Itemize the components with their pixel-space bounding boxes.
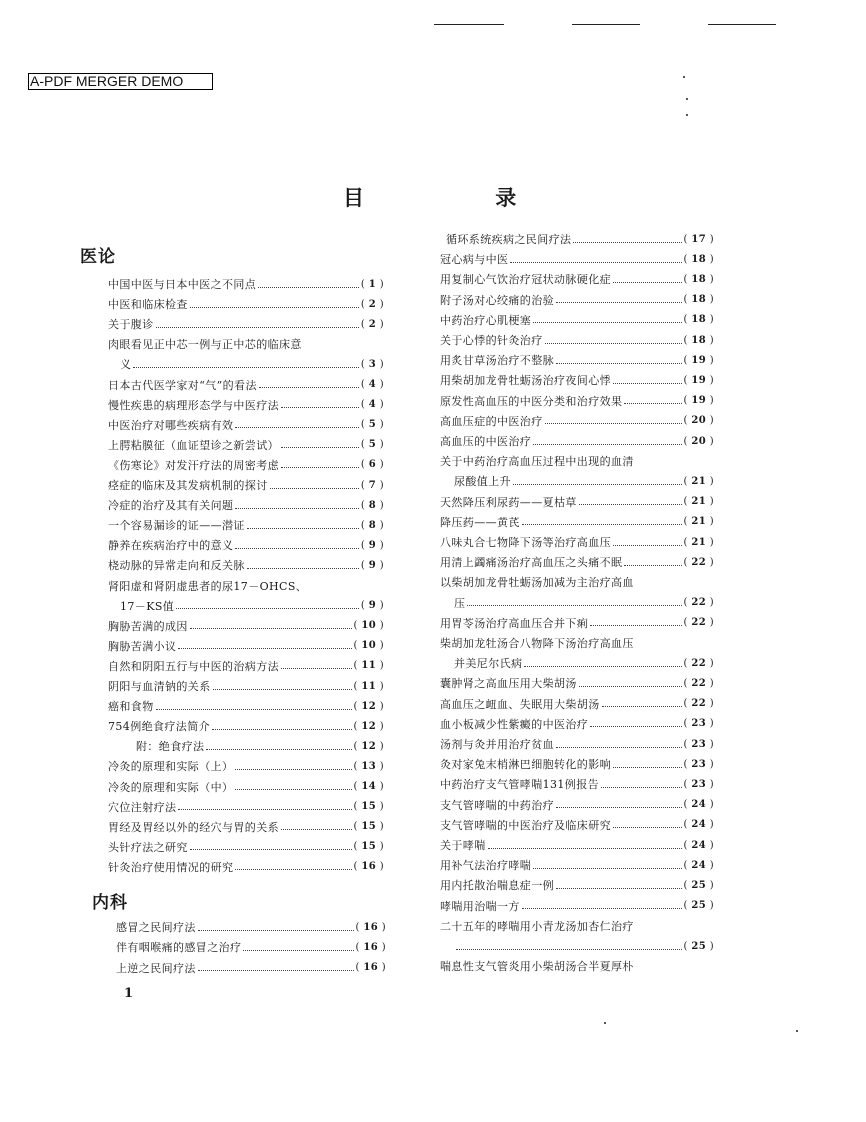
toc-entry xyxy=(108,636,384,656)
toc-leader-dots xyxy=(556,888,682,889)
toc-entry-page: ( 9 ) xyxy=(361,540,384,551)
toc-entry xyxy=(440,290,714,310)
scan-speck xyxy=(686,114,688,116)
toc-entry-page: ( 23 ) xyxy=(684,759,715,770)
toc-entry-page: ( 20 ) xyxy=(684,436,715,447)
toc-leader-dots xyxy=(533,444,681,445)
toc-leader-dots xyxy=(545,343,682,344)
toc-entry-title: 天然降压利尿药——夏枯草 xyxy=(440,495,577,509)
toc-leader-dots xyxy=(281,668,352,669)
toc-entry xyxy=(440,815,714,835)
toc-entry-page: ( 16 ) xyxy=(356,942,387,953)
toc-entry-page: ( 3 ) xyxy=(361,359,384,370)
toc-entry xyxy=(136,736,384,756)
toc-entry xyxy=(440,734,714,754)
toc-entry-page: ( 10 ) xyxy=(354,640,385,651)
toc-entry-title: 冷灸的原理和实际（上） xyxy=(108,760,234,774)
toc-entry xyxy=(108,435,384,455)
toc-entry-title: 阴阳与血清钠的关系 xyxy=(108,680,211,693)
toc-entry xyxy=(440,330,714,350)
toc-entry-title: 中国中医与日本中医之不同点 xyxy=(108,278,257,291)
toc-leader-dots xyxy=(206,749,351,750)
toc-entry-page: ( 13 ) xyxy=(354,761,385,772)
toc-leader-dots xyxy=(590,625,681,626)
toc-entry-title: 中医和临床检查 xyxy=(108,298,188,312)
toc-entry-title: 用内托散治喘息症一例 xyxy=(440,879,554,893)
toc-entry-page: ( 12 ) xyxy=(354,721,385,732)
toc-leader-dots xyxy=(235,869,351,870)
toc-entry-page: ( 24 ) xyxy=(684,860,715,871)
toc-entry-page: ( 8 ) xyxy=(361,500,384,511)
toc-entry-title: 用柴胡加龙骨牡蛎汤治疗夜间心悸 xyxy=(440,374,611,388)
toc-entry xyxy=(108,535,384,555)
toc-entry-page: ( 2 ) xyxy=(361,299,384,310)
toc-entry-title: 冠心病与中医 xyxy=(440,253,509,267)
toc-entry xyxy=(440,754,714,774)
toc-entry-page: ( 22 ) xyxy=(684,597,715,608)
toc-entry-page: ( 16 ) xyxy=(354,861,385,872)
toc-entry xyxy=(108,576,384,596)
toc-entry xyxy=(108,676,384,696)
toc-leader-dots xyxy=(235,548,358,549)
toc-entry xyxy=(440,673,714,693)
toc-entry-page: ( 11 ) xyxy=(354,660,385,671)
toc-entry-title: 高血压之衄血、失眠用大柴胡汤 xyxy=(440,697,600,711)
toc-leader-dots xyxy=(613,282,682,283)
toc-leader-dots xyxy=(533,868,681,869)
toc-entry-title: 降压药——黄芪 xyxy=(440,515,520,529)
toc-entry-page: ( 2 ) xyxy=(361,319,384,330)
page-title: 目 录 xyxy=(343,185,579,210)
toc-leader-dots xyxy=(590,726,681,727)
toc-entry xyxy=(108,857,384,877)
toc-entry xyxy=(108,555,384,575)
toc-entry-title: 中药治疗心肌梗塞 xyxy=(440,313,532,327)
toc-entry xyxy=(108,777,384,797)
toc-entry-page: ( 7 ) xyxy=(361,480,384,491)
top-rule-2 xyxy=(572,24,640,25)
toc-leader-dots xyxy=(235,769,351,770)
toc-entry-title: 用炙甘草汤治疗不整脉 xyxy=(440,354,554,368)
toc-entry-title: 17－KS值 xyxy=(120,599,175,613)
toc-leader-dots xyxy=(601,787,682,788)
toc-leader-dots xyxy=(613,827,682,828)
toc-leader-dots xyxy=(556,363,682,364)
toc-entry-title: 冷灸的原理和实际（中） xyxy=(108,780,234,794)
toc-entry xyxy=(440,714,714,734)
toc-entry-page: ( 22 ) xyxy=(684,698,715,709)
toc-leader-dots xyxy=(488,848,682,849)
toc-entry-title: 高血压的中医治疗 xyxy=(440,435,532,448)
toc-entry-page: ( 9 ) xyxy=(361,600,384,611)
page-number: 1 xyxy=(124,986,134,1001)
toc-entry-title: 一个容易漏诊的证——潜证 xyxy=(108,519,245,533)
toc-leader-dots xyxy=(281,829,352,830)
toc-entry xyxy=(108,797,384,817)
toc-entry xyxy=(440,774,714,794)
toc-entry-page: ( 22 ) xyxy=(684,617,715,628)
toc-entry xyxy=(440,694,714,714)
toc-leader-dots xyxy=(212,729,352,730)
toc-entry xyxy=(108,475,384,495)
toc-entry xyxy=(440,795,714,815)
scan-speck xyxy=(683,76,685,78)
toc-entry-page: ( 19 ) xyxy=(684,355,715,366)
toc-entry-title: 关于中药治疗高血压过程中出现的血清 xyxy=(440,455,634,469)
scan-speck xyxy=(686,98,688,100)
toc-entry-page: ( 21 ) xyxy=(684,537,715,548)
toc-entry-page: ( 22 ) xyxy=(684,678,715,689)
toc-entry xyxy=(108,294,384,314)
toc-entry-title: 尿酸值上升 xyxy=(454,475,511,489)
toc-leader-dots xyxy=(235,427,358,428)
toc-entry xyxy=(440,956,714,976)
toc-entry-page: ( 24 ) xyxy=(684,840,715,851)
toc-entry-title: 灸对家兔末梢淋巴细胞转化的影响 xyxy=(440,758,611,772)
toc-entry-page: ( 15 ) xyxy=(354,801,385,812)
toc-entry xyxy=(440,532,714,552)
toc-leader-dots xyxy=(235,789,351,790)
toc-entry xyxy=(108,616,384,636)
toc-leader-dots xyxy=(510,262,681,263)
toc-entry-title: 感冒之民间疗法 xyxy=(116,921,196,934)
toc-entry xyxy=(440,896,714,916)
toc-entry-page: ( 18 ) xyxy=(684,294,715,305)
toc-entry-title: 二十五年的哮喘用小青龙汤加杏仁治疗 xyxy=(440,919,634,933)
toc-entry-page: ( 25 ) xyxy=(684,880,715,891)
toc-entry-page: ( 5 ) xyxy=(361,439,384,450)
toc-leader-dots xyxy=(467,605,681,606)
toc-leader-dots xyxy=(602,706,682,707)
toc-entry xyxy=(108,817,384,837)
toc-entry-page: ( 4 ) xyxy=(361,379,384,390)
toc-entry-title: 上逆之民间疗法 xyxy=(116,961,196,975)
scan-speck xyxy=(604,1022,606,1024)
top-rule-1 xyxy=(434,24,504,25)
toc-leader-dots xyxy=(258,287,359,288)
toc-entry-title: 义 xyxy=(120,358,132,372)
toc-entry-title: 静养在疾病治疗中的意义 xyxy=(108,539,234,553)
toc-entry xyxy=(108,495,384,515)
toc-entry-page: ( 18 ) xyxy=(684,314,715,325)
toc-entry xyxy=(440,552,714,572)
toc-leader-dots xyxy=(247,568,359,569)
toc-leader-dots xyxy=(281,467,359,468)
toc-leader-dots xyxy=(513,484,682,485)
toc-leader-dots xyxy=(533,322,681,323)
toc-entry-page: ( 21 ) xyxy=(684,496,715,507)
toc-entry-title: 胸胁苦满的成因 xyxy=(108,619,188,633)
toc-entry xyxy=(116,958,386,978)
toc-entry-title: 并美尼尔氏病 xyxy=(454,657,523,671)
toc-entry xyxy=(440,633,714,653)
toc-leader-dots xyxy=(176,608,359,609)
toc-entry-page: ( 20 ) xyxy=(684,415,715,426)
toc-entry xyxy=(440,269,714,289)
toc-entry xyxy=(440,572,714,592)
toc-entry-title: 伴有咽喉痛的感冒之治疗 xyxy=(116,941,242,955)
toc-entry-title: 穴位注射疗法 xyxy=(108,800,177,814)
toc-leader-dots xyxy=(281,407,359,408)
toc-leader-dots xyxy=(281,447,359,448)
toc-entry-title: 肉眼看见正中芯一例与正中芯的临床意 xyxy=(108,338,302,352)
toc-leader-dots xyxy=(190,307,359,308)
toc-entry-title: 压 xyxy=(454,596,466,610)
toc-entry-title: 喘息性支气管炎用小柴胡汤合半夏厚朴 xyxy=(440,960,634,974)
toc-entry-title: 八味丸合七物降下汤等治疗高血压 xyxy=(440,536,611,549)
toc-entry-title: 中药治疗支气管哮喘131例报告 xyxy=(440,778,599,792)
toc-entry xyxy=(120,354,384,374)
toc-entry-page: ( 24 ) xyxy=(684,799,715,810)
toc-entry-title: 附：绝食疗法 xyxy=(136,740,205,754)
toc-entry xyxy=(440,310,714,330)
toc-leader-dots xyxy=(235,508,358,509)
toc-leader-dots xyxy=(178,648,351,649)
toc-entry-page: ( 19 ) xyxy=(684,395,715,406)
toc-entry-title: 用补气法治疗哮喘 xyxy=(440,859,532,873)
toc-entry-title: 囊肿肾之高血压用大柴胡汤 xyxy=(440,677,577,691)
toc-entry-title: 日本古代医学家对“气”的看法 xyxy=(108,378,257,392)
toc-leader-dots xyxy=(259,387,359,388)
toc-leader-dots xyxy=(545,423,682,424)
toc-entry xyxy=(446,229,714,249)
toc-leader-dots xyxy=(190,849,352,850)
toc-entry-title: 慢性疾患的病理形态学与中医疗法 xyxy=(108,398,279,412)
toc-entry-title: 用复制心气饮治疗冠状动脉硬化症 xyxy=(440,273,611,287)
toc-entry xyxy=(440,350,714,370)
toc-entry-page: ( 12 ) xyxy=(354,701,385,712)
toc-leader-dots xyxy=(613,767,682,768)
toc-entry-title: 自然和阴阳五行与中医的治病方法 xyxy=(108,659,279,673)
toc-entry-title: 用胃苓汤治疗高血压合并下痢 xyxy=(440,616,589,630)
toc-entry xyxy=(440,370,714,390)
toc-entry-title: 柴胡加龙牡汤合八物降下汤治疗高血压 xyxy=(440,637,634,650)
toc-entry-title: 痉症的临床及其发病机制的探讨 xyxy=(108,479,268,492)
toc-entry xyxy=(108,756,384,776)
toc-entry xyxy=(108,837,384,857)
toc-entry xyxy=(454,593,714,613)
toc-leader-dots xyxy=(613,545,682,546)
toc-entry-title: 桡动脉的异常走向和反关脉 xyxy=(108,559,245,573)
toc-entry xyxy=(454,936,714,956)
toc-entry-page: ( 8 ) xyxy=(361,520,384,531)
toc-leader-dots xyxy=(198,930,354,931)
toc-entry-page: ( 9 ) xyxy=(361,560,384,571)
toc-entry xyxy=(108,656,384,676)
toc-entry xyxy=(108,515,384,535)
toc-entry xyxy=(440,875,714,895)
toc-leader-dots xyxy=(556,807,682,808)
toc-entry-title: 支气管哮喘的中医治疗及临床研究 xyxy=(440,818,611,832)
scan-speck xyxy=(796,1030,798,1032)
toc-entry xyxy=(108,314,384,334)
toc-leader-dots xyxy=(198,970,354,971)
toc-entry xyxy=(440,855,714,875)
toc-entry-page: ( 22 ) xyxy=(684,658,715,669)
toc-entry xyxy=(108,415,384,435)
toc-entry-title: 支气管哮喘的中药治疗 xyxy=(440,798,554,812)
top-rule-3 xyxy=(708,24,776,25)
section-title-neike: 内科 xyxy=(92,893,128,913)
toc-leader-dots xyxy=(156,327,359,328)
toc-entry-page: ( 19 ) xyxy=(684,375,715,386)
toc-entry-page: ( 16 ) xyxy=(356,962,387,973)
toc-entry-title: 头针疗法之研究 xyxy=(108,840,188,854)
toc-entry-title: 关于腹诊 xyxy=(108,318,154,332)
toc-entry-page: ( 18 ) xyxy=(684,254,715,265)
toc-entry xyxy=(440,249,714,269)
toc-entry-page: ( 21 ) xyxy=(684,516,715,527)
toc-entry-page: ( 23 ) xyxy=(684,739,715,750)
toc-entry-title: 关于哮喘 xyxy=(440,839,486,852)
toc-entry-page: ( 10 ) xyxy=(354,620,385,631)
toc-entry-page: ( 4 ) xyxy=(361,399,384,410)
toc-entry-page: ( 18 ) xyxy=(684,335,715,346)
toc-entry-title: 以柴胡加龙骨牡蛎汤加减为主治疗高血 xyxy=(440,576,634,590)
toc-entry-title: 冷症的治疗及其有关问题 xyxy=(108,499,234,513)
toc-leader-dots xyxy=(133,367,358,368)
toc-entry-title: 关于心悸的针灸治疗 xyxy=(440,334,543,347)
toc-entry xyxy=(440,451,714,471)
toc-entry-page: ( 22 ) xyxy=(684,557,715,568)
toc-entry-title: 汤剂与灸并用治疗贫血 xyxy=(440,738,554,751)
toc-entry xyxy=(440,613,714,633)
toc-entry xyxy=(440,916,714,936)
toc-entry-page: ( 23 ) xyxy=(684,718,715,729)
toc-entry xyxy=(108,375,384,395)
toc-entry-title: 针灸治疗使用情况的研究 xyxy=(108,860,234,874)
toc-leader-dots xyxy=(624,403,681,404)
toc-entry-page: ( 17 ) xyxy=(684,234,715,245)
toc-entry xyxy=(440,512,714,532)
toc-entry-page: ( 14 ) xyxy=(354,781,385,792)
toc-entry-title: 上腭粘膜征（血证望诊之新尝试） xyxy=(108,438,279,452)
toc-entry-page: ( 25 ) xyxy=(684,900,715,911)
toc-entry-title: 《伤寒论》对发汗疗法的周密考虑 xyxy=(108,458,279,472)
toc-entry-page: ( 24 ) xyxy=(684,819,715,830)
toc-leader-dots xyxy=(522,908,682,909)
toc-entry-title: 附子汤对心绞痛的治验 xyxy=(440,293,554,307)
toc-entry xyxy=(440,411,714,431)
toc-entry-page: ( 18 ) xyxy=(684,274,715,285)
toc-entry-page: ( 25 ) xyxy=(684,941,715,952)
toc-entry-page: ( 15 ) xyxy=(354,841,385,852)
toc-entry-title: 高血压症的中医治疗 xyxy=(440,414,543,428)
toc-leader-dots xyxy=(270,488,359,489)
toc-leader-dots xyxy=(556,302,682,303)
toc-leader-dots xyxy=(247,528,359,529)
toc-leader-dots xyxy=(573,242,681,243)
toc-entry-title: 哮喘用治喘一方 xyxy=(440,899,520,913)
toc-entry-page: ( 16 ) xyxy=(356,922,387,933)
toc-entry-title: 循环系统疾病之民间疗法 xyxy=(446,233,572,246)
section-title-yilun: 医论 xyxy=(80,247,116,267)
toc-entry-title: 肾阳虚和肾阴虚患者的尿17－OHCS、 xyxy=(108,579,308,593)
toc-entry-title: 中医治疗对哪些疾病有效 xyxy=(108,418,234,432)
toc-leader-dots xyxy=(613,383,682,384)
toc-entry-title: 754例绝食疗法简介 xyxy=(108,720,210,734)
toc-entry xyxy=(108,716,384,736)
toc-leader-dots xyxy=(624,565,681,566)
toc-entry xyxy=(108,274,384,294)
toc-entry xyxy=(454,653,714,673)
toc-entry-page: ( 21 ) xyxy=(684,476,715,487)
toc-entry xyxy=(108,334,384,354)
toc-entry-page: ( 5 ) xyxy=(361,419,384,430)
toc-leader-dots xyxy=(190,628,352,629)
toc-entry xyxy=(116,917,386,937)
toc-entry xyxy=(108,455,384,475)
toc-entry-page: ( 15 ) xyxy=(354,821,385,832)
toc-entry-title: 血小板减少性紫癜的中医治疗 xyxy=(440,717,589,731)
toc-leader-dots xyxy=(213,689,352,690)
toc-entry xyxy=(440,492,714,512)
toc-entry xyxy=(440,391,714,411)
toc-leader-dots xyxy=(579,504,682,505)
toc-entry xyxy=(440,835,714,855)
toc-leader-dots xyxy=(456,949,682,950)
toc-entry xyxy=(108,696,384,716)
toc-entry-page: ( 6 ) xyxy=(361,459,384,470)
toc-entry-page: ( 23 ) xyxy=(684,779,715,790)
toc-entry-page: ( 12 ) xyxy=(354,741,385,752)
toc-entry-page: ( 11 ) xyxy=(354,681,385,692)
toc-entry-title: 胃经及胃经以外的经穴与胃的关系 xyxy=(108,820,279,834)
toc-entry xyxy=(120,596,384,616)
toc-entry xyxy=(454,471,714,491)
toc-entry xyxy=(108,395,384,415)
toc-entry-title: 用清上蠲痛汤治疗高血压之头痛不眠 xyxy=(440,556,623,570)
toc-leader-dots xyxy=(579,686,682,687)
toc-leader-dots xyxy=(243,950,353,951)
toc-leader-dots xyxy=(524,666,681,667)
toc-leader-dots xyxy=(178,809,351,810)
toc-leader-dots xyxy=(556,747,682,748)
toc-entry xyxy=(116,937,386,957)
toc-entry-page: ( 1 ) xyxy=(361,279,384,290)
toc-entry-title: 原发性高血压的中医分类和治疗效果 xyxy=(440,394,623,408)
toc-leader-dots xyxy=(522,524,682,525)
toc-entry-title: 胸胁苦满小议 xyxy=(108,639,177,653)
toc-entry xyxy=(440,431,714,451)
toc-leader-dots xyxy=(156,709,352,710)
toc-entry-title: 癌和食物 xyxy=(108,700,154,714)
watermark-banner: A-PDF MERGER DEMO xyxy=(28,73,213,90)
